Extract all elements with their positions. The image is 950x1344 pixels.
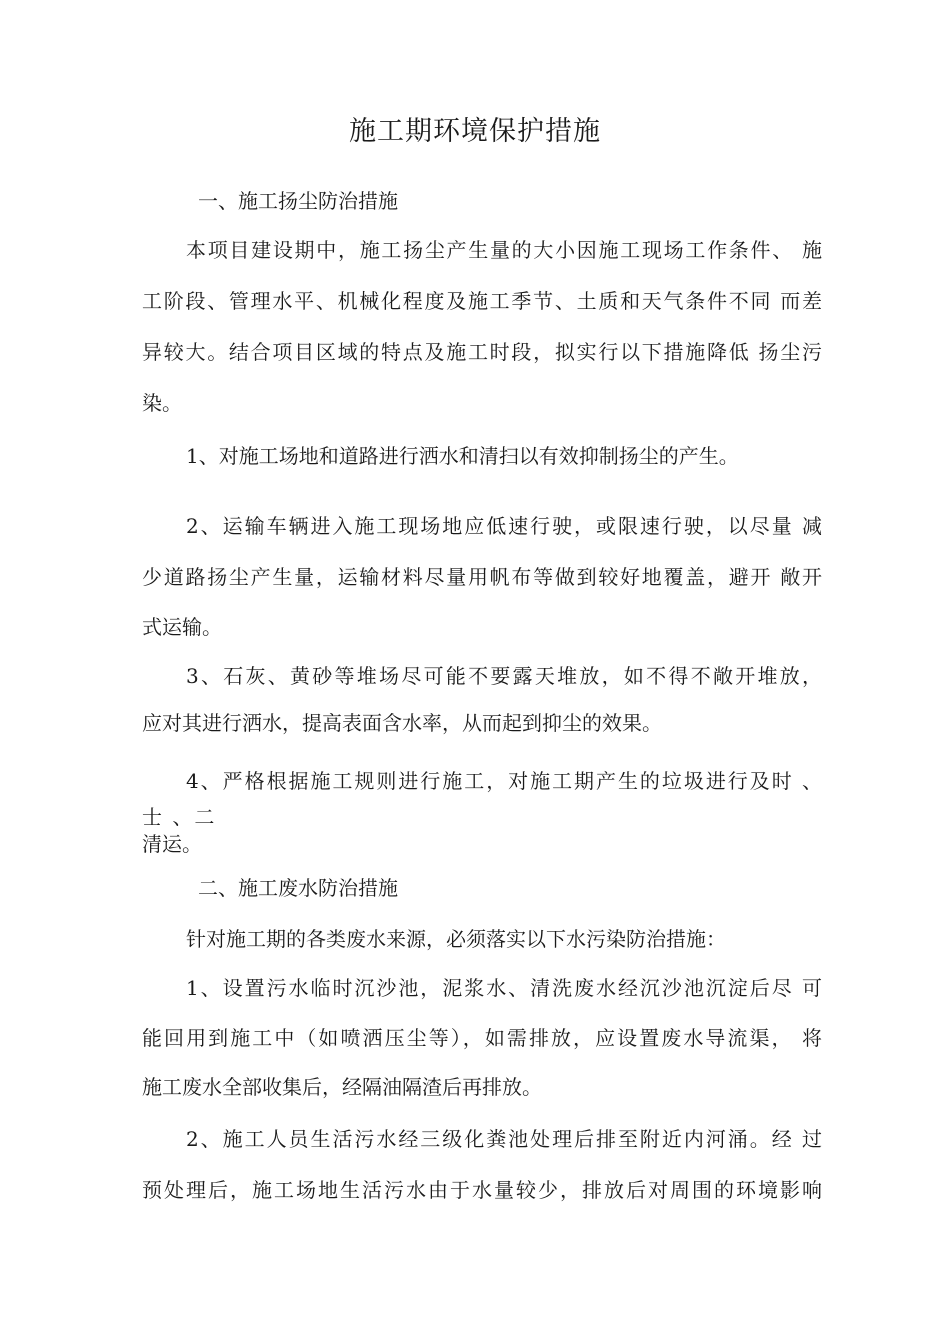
- section-heading-dust: 一、施工扬尘防治措施: [198, 189, 398, 213]
- list-item-line: 预处理后，施工场地生活污水由于水量较少，排放后对周围的环境影响: [142, 1178, 822, 1202]
- list-item-line: 3、石灰、黄砂等堆场尽可能不要露天堆放，如不得不敞开堆放，: [186, 664, 822, 688]
- list-item-line: 4、严格根据施工规则进行施工，对施工期产生的垃圾进行及时 、: [186, 769, 822, 793]
- document-title: 施工期环境保护措施: [349, 116, 601, 147]
- list-item-line: 1、对施工场地和道路进行洒水和清扫以有效抑制扬尘的产生。: [186, 444, 739, 468]
- list-item-line: 施工废水全部收集后，经隔油隔渣后再排放。: [142, 1075, 542, 1099]
- list-item-line: 2、施工人员生活污水经三级化粪池处理后排至附近内河涌。经 过: [186, 1127, 822, 1151]
- paragraph-line: 本项目建设期中，施工扬尘产生量的大小因施工现场工作条件、 施: [186, 238, 822, 262]
- list-item-line: 应对其进行洒水，提高表面含水率，从而起到抑尘的效果。: [142, 711, 662, 735]
- list-item-line: 少道路扬尘产生量，运输材料尽量用帆布等做到较好地覆盖，避开 敞开: [142, 565, 822, 589]
- list-item-line: 能回用到施工中（如喷洒压尘等），如需排放，应设置废水导流渠， 将: [142, 1026, 822, 1050]
- list-item-line: 2、运输车辆进入施工现场地应低速行驶，或限速行驶，以尽量 减: [186, 514, 822, 538]
- paragraph-line: 工阶段、管理水平、机械化程度及施工季节、土质和天气条件不同 而差: [142, 289, 822, 313]
- list-item-line: 1、设置污水临时沉沙池，泥浆水、清洗废水经沉沙池沉淀后尽 可: [186, 976, 822, 1000]
- stray-characters: 士 、二: [142, 805, 217, 829]
- paragraph-line: 针对施工期的各类废水来源，必须落实以下水污染防治措施：: [186, 927, 726, 951]
- list-item-line: 式运输。: [142, 615, 222, 639]
- section-heading-wastewater: 二、施工废水防治措施: [198, 876, 398, 900]
- paragraph-line: 异较大。结合项目区域的特点及施工时段，拟实行以下措施降低 扬尘污: [142, 340, 822, 364]
- paragraph-line: 染。: [142, 391, 182, 415]
- list-item-line: 清运。: [142, 832, 202, 856]
